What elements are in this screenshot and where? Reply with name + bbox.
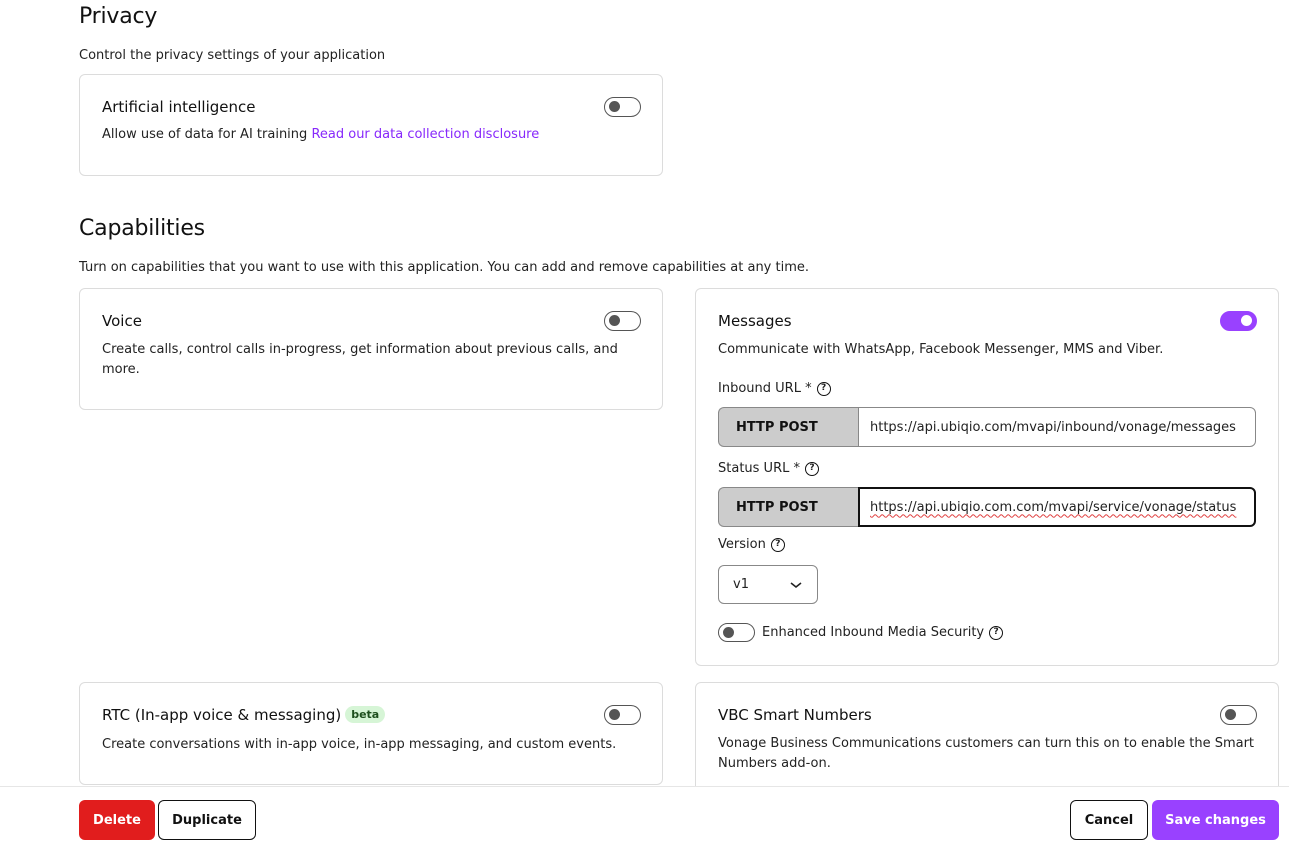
- vbc-card-description: Vonage Business Communications customers can turn this on to enable the Smart Numbers add-on.: [718, 736, 1255, 771]
- save-changes-button[interactable]: Save changes: [1152, 800, 1279, 840]
- toggle-knob: [723, 627, 734, 638]
- privacy-description: Control the privacy settings of your application: [79, 48, 386, 63]
- question-circle-icon[interactable]: ?: [817, 382, 831, 396]
- question-circle-icon[interactable]: ?: [805, 462, 819, 476]
- vbc-toggle[interactable]: [1220, 705, 1257, 725]
- privacy-title: Privacy: [79, 4, 158, 29]
- status-url-value: https://api.ubiqio.com.com/mvapi/service/vonage/status: [870, 499, 1237, 515]
- duplicate-button[interactable]: Duplicate: [158, 800, 256, 840]
- data-collection-disclosure-link[interactable]: Read our data collection disclosure: [311, 127, 540, 142]
- question-circle-icon[interactable]: ?: [989, 626, 1003, 640]
- toggle-knob: [1225, 709, 1236, 720]
- messages-card-description: Communicate with WhatsApp, Facebook Messenger, MMS and Viber.: [718, 342, 1164, 357]
- voice-toggle[interactable]: [604, 311, 641, 331]
- ai-toggle[interactable]: [604, 97, 641, 117]
- vbc-card: [695, 682, 1279, 802]
- voice-card-description: Create calls, control calls in-progress, get information about previous calls, and more.: [102, 342, 618, 377]
- toggle-knob: [609, 101, 620, 112]
- enhanced-security-toggle[interactable]: [718, 623, 755, 642]
- status-method-select[interactable]: HTTP POST: [718, 487, 858, 527]
- toggle-knob: [609, 709, 620, 720]
- messages-toggle[interactable]: [1220, 311, 1257, 331]
- ai-description-text: Allow use of data for AI training: [102, 127, 308, 142]
- rtc-toggle[interactable]: [604, 705, 641, 725]
- rtc-card-title: RTC (In-app voice & messaging): [102, 706, 342, 724]
- version-label-text: Version: [718, 537, 766, 552]
- delete-button[interactable]: Delete: [79, 800, 155, 840]
- chevron-down-icon: [789, 580, 803, 590]
- rtc-card: [79, 682, 663, 785]
- ai-card-description: [102, 125, 539, 145]
- inbound-url-input[interactable]: [858, 407, 1256, 447]
- beta-badge: beta: [345, 706, 385, 723]
- toggle-knob: [609, 315, 620, 326]
- inbound-url-group: [718, 407, 1256, 447]
- ai-card-title: Artificial intelligence: [102, 98, 256, 116]
- question-circle-icon[interactable]: ?: [771, 538, 785, 552]
- rtc-card-title-wrap: [102, 706, 385, 724]
- status-url-group: [718, 487, 1256, 527]
- status-url-input[interactable]: [858, 487, 1256, 527]
- enhanced-security-label-text: Enhanced Inbound Media Security: [762, 625, 985, 640]
- status-url-label: [718, 461, 819, 476]
- ai-card: [79, 74, 663, 176]
- rtc-card-description: Create conversations with in-app voice, in-app messaging, and custom events.: [102, 737, 617, 752]
- messages-card: [695, 288, 1279, 666]
- inbound-url-label-text: Inbound URL *: [718, 381, 812, 396]
- capabilities-description: Turn on capabilities that you want to use with this application. You can add and remove capabilities at any time.: [79, 260, 810, 275]
- inbound-url-value: https://api.ubiqio.com/mvapi/inbound/vonage/messages: [870, 419, 1236, 435]
- cancel-button[interactable]: Cancel: [1070, 800, 1148, 840]
- version-select[interactable]: [718, 565, 818, 604]
- messages-card-title: Messages: [718, 312, 792, 330]
- enhanced-security-label: [762, 625, 1003, 640]
- inbound-method-select[interactable]: HTTP POST: [718, 407, 858, 447]
- inbound-url-label: [718, 381, 831, 396]
- voice-card-title: Voice: [102, 312, 142, 330]
- version-value: v1: [733, 577, 749, 592]
- footer-action-bar: [0, 786, 1289, 851]
- capabilities-title: Capabilities: [79, 216, 205, 241]
- voice-card: [79, 288, 663, 410]
- vbc-card-title: VBC Smart Numbers: [718, 706, 872, 724]
- version-label: [718, 537, 785, 552]
- toggle-knob: [1241, 315, 1252, 326]
- status-url-label-text: Status URL *: [718, 461, 800, 476]
